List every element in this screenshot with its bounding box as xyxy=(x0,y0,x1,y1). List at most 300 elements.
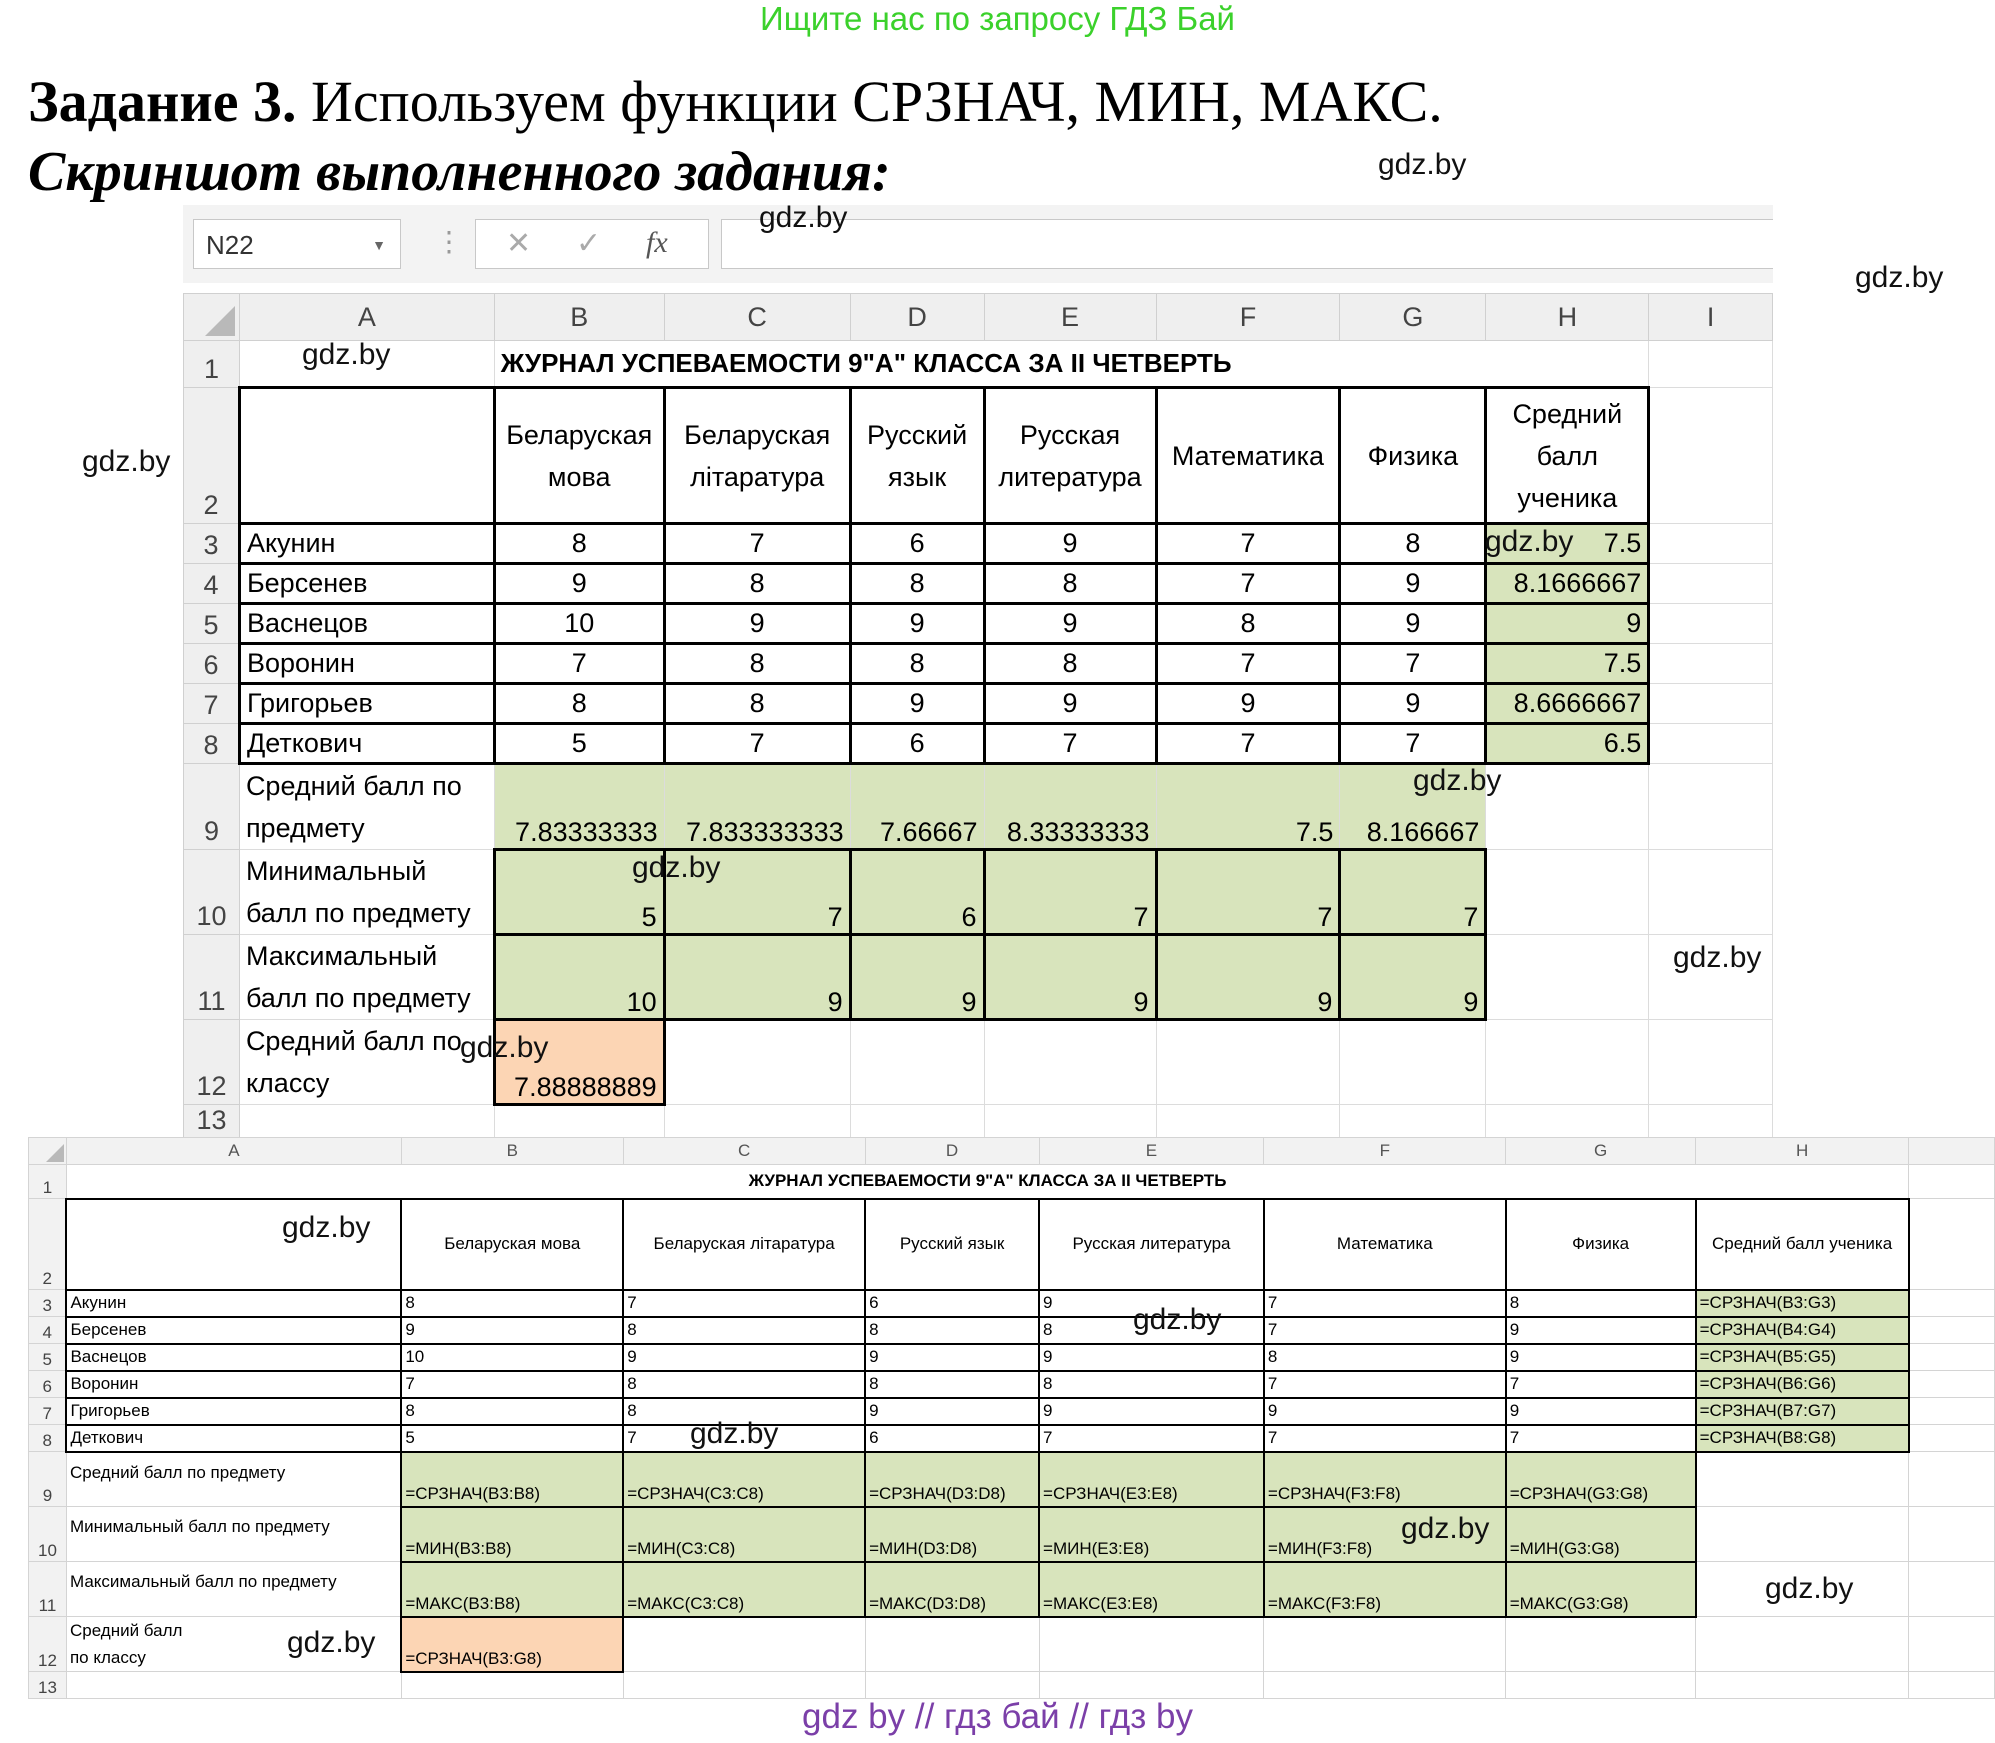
grade-cell[interactable]: 7 xyxy=(664,524,850,564)
col-header[interactable]: B xyxy=(494,294,664,341)
grade-cell[interactable]: 7 xyxy=(1506,1425,1696,1452)
row-header[interactable]: 9 xyxy=(29,1452,67,1507)
col-header[interactable]: G xyxy=(1506,1138,1696,1165)
grade-cell[interactable]: 9 xyxy=(1264,1398,1506,1425)
max-formula[interactable]: =МАКС(D3:D8) xyxy=(865,1562,1039,1617)
row-header[interactable]: 10 xyxy=(184,850,240,935)
table-row xyxy=(29,1425,1995,1452)
grade-cell[interactable]: 7 xyxy=(401,1371,623,1398)
row-header[interactable]: 10 xyxy=(29,1507,67,1562)
min-cell[interactable]: 5 xyxy=(494,850,664,935)
cell[interactable] xyxy=(1909,1371,1995,1398)
cell[interactable] xyxy=(984,1020,1156,1105)
cell[interactable] xyxy=(1486,935,1649,1020)
cell[interactable] xyxy=(1909,1290,1995,1317)
student-avg-formula[interactable]: =СРЗНАЧ(B6:G6) xyxy=(1696,1371,1909,1398)
cell[interactable] xyxy=(1909,1398,1995,1425)
watermark: gdz.by xyxy=(1765,1572,1854,1605)
grade-cell[interactable]: 9 xyxy=(984,524,1156,564)
subject-header[interactable]: Беларуская мова xyxy=(494,388,664,524)
watermark: gdz.by xyxy=(1378,148,1467,181)
class-avg-cell[interactable]: 7.88888889 xyxy=(494,1020,664,1105)
cell[interactable] xyxy=(1264,1617,1506,1672)
avg-subject-formula[interactable]: =СРЗНАЧ(G3:G8) xyxy=(1506,1452,1696,1507)
avg-subject-cell[interactable]: 8.33333333 xyxy=(984,764,1156,850)
sheet-title[interactable]: ЖУРНАЛ УСПЕВАЕМОСТИ 9"А" КЛАССА ЗА II ЧЕТВЕРТЬ xyxy=(66,1165,1908,1199)
sheet-title[interactable]: ЖУРНАЛ УСПЕВАЕМОСТИ 9"А" КЛАССА ЗА II ЧЕТВЕРТЬ xyxy=(494,341,1486,388)
cell[interactable] xyxy=(1696,1452,1909,1507)
grade-cell[interactable]: 9 xyxy=(1340,684,1486,724)
col-header[interactable]: A xyxy=(66,1138,401,1165)
min-label[interactable]: Минимальный балл по предмету xyxy=(66,1507,401,1562)
cell[interactable] xyxy=(1909,1425,1995,1452)
min-cell[interactable]: 7 xyxy=(1340,850,1486,935)
table-row xyxy=(29,1290,1995,1317)
row-header[interactable]: 6 xyxy=(29,1371,67,1398)
max-label[interactable]: Максимальный балл по предмету xyxy=(239,935,494,1020)
watermark: gdz.by xyxy=(1673,941,1762,974)
row-header[interactable]: 11 xyxy=(184,935,240,1020)
row-header[interactable]: 8 xyxy=(29,1425,67,1452)
cell[interactable] xyxy=(1909,1199,1995,1290)
subject-header[interactable]: Беларуская літаратура xyxy=(664,388,850,524)
cell[interactable] xyxy=(1909,1317,1995,1344)
avg-subject-formula[interactable]: =СРЗНАЧ(B3:B8) xyxy=(401,1452,623,1507)
max-label[interactable]: Максимальный балл по предмету xyxy=(66,1562,401,1617)
cell[interactable] xyxy=(1649,341,1773,388)
cell[interactable] xyxy=(1649,764,1773,850)
subject-header[interactable]: Русский язык xyxy=(850,388,984,524)
min-formula[interactable]: =МИН(F3:F8) xyxy=(1264,1507,1506,1562)
grid-values xyxy=(183,293,1773,1145)
cell[interactable] xyxy=(66,1672,401,1699)
grade-cell[interactable]: 6 xyxy=(865,1290,1039,1317)
grade-cell[interactable]: 8 xyxy=(850,644,984,684)
student-name[interactable]: Воронин xyxy=(239,644,494,684)
col-header[interactable]: E xyxy=(984,294,1156,341)
task-title-text: Используем функции СРЗНАЧ, МИН, МАКС. xyxy=(296,69,1443,134)
student-avg-formula[interactable]: =СРЗНАЧ(B4:G4) xyxy=(1696,1317,1909,1344)
promo-banner: Ищите нас по запросу ГДЗ Бай xyxy=(760,0,1235,37)
grade-cell[interactable]: 7 xyxy=(1156,724,1340,764)
cell[interactable] xyxy=(1909,1507,1995,1562)
name-box[interactable] xyxy=(193,219,401,269)
select-all-corner[interactable] xyxy=(184,294,240,341)
grade-cell[interactable]: 7 xyxy=(1340,644,1486,684)
col-header[interactable]: H xyxy=(1696,1138,1909,1165)
cell[interactable] xyxy=(1909,1562,1995,1617)
col-header[interactable]: D xyxy=(850,294,984,341)
row-header[interactable]: 12 xyxy=(29,1617,67,1672)
formula-input[interactable] xyxy=(721,219,1773,269)
drag-handle-icon[interactable]: ⋮ xyxy=(435,226,463,257)
corner-triangle-icon xyxy=(205,306,235,336)
table-row xyxy=(29,1562,1995,1617)
table-row xyxy=(29,1317,1995,1344)
cell[interactable] xyxy=(664,1020,850,1105)
cell[interactable] xyxy=(1506,1617,1696,1672)
col-header[interactable]: E xyxy=(1039,1138,1264,1165)
col-header[interactable]: H xyxy=(1486,294,1649,341)
grade-cell[interactable]: 7 xyxy=(1506,1371,1696,1398)
grade-cell[interactable]: 7 xyxy=(1039,1425,1264,1452)
corner-triangle-icon xyxy=(46,1144,64,1162)
row-header[interactable]: 6 xyxy=(184,644,240,684)
select-all-corner[interactable] xyxy=(29,1138,67,1165)
min-formula[interactable]: =МИН(E3:E8) xyxy=(1039,1507,1264,1562)
col-header[interactable]: F xyxy=(1264,1138,1506,1165)
grade-cell[interactable]: 7 xyxy=(494,644,664,684)
class-avg-label[interactable]: Средний балл по классу xyxy=(239,1020,494,1105)
avg-subject-cell[interactable]: 7.833333333 xyxy=(664,764,850,850)
row-header[interactable]: 3 xyxy=(29,1290,67,1317)
min-cell[interactable]: 7 xyxy=(984,850,1156,935)
max-formula[interactable]: =МАКС(G3:G8) xyxy=(1506,1562,1696,1617)
avg-subject-formula[interactable]: =СРЗНАЧ(F3:F8) xyxy=(1264,1452,1506,1507)
row-header[interactable]: 5 xyxy=(29,1344,67,1371)
cell[interactable] xyxy=(1506,1672,1696,1699)
cell[interactable] xyxy=(1909,1165,1995,1199)
grade-cell[interactable]: 8 xyxy=(1264,1344,1506,1371)
grade-cell[interactable]: 7 xyxy=(1156,524,1340,564)
max-cell[interactable]: 9 xyxy=(850,935,984,1020)
student-avg-formula[interactable]: =СРЗНАЧ(B5:G5) xyxy=(1696,1344,1909,1371)
student-avg-cell[interactable]: 6.5 xyxy=(1486,724,1649,764)
cell[interactable] xyxy=(1486,1020,1649,1105)
avg-subject-label[interactable]: Средний балл по предмету xyxy=(66,1452,401,1507)
watermark: gdz.by xyxy=(1855,261,1944,294)
cell[interactable] xyxy=(401,1672,623,1699)
cell[interactable] xyxy=(1649,850,1773,935)
cell[interactable] xyxy=(1039,1672,1264,1699)
grade-cell[interactable]: 8 xyxy=(401,1290,623,1317)
grade-cell[interactable]: 7 xyxy=(984,724,1156,764)
cell[interactable] xyxy=(1649,644,1773,684)
avg-student-header[interactable]: Средний балл ученика xyxy=(1486,388,1649,524)
student-name[interactable]: Деткович xyxy=(239,724,494,764)
max-formula[interactable]: =МАКС(B3:B8) xyxy=(401,1562,623,1617)
grade-cell[interactable]: 8 xyxy=(1506,1290,1696,1317)
col-header[interactable]: B xyxy=(401,1138,623,1165)
row-header[interactable]: 4 xyxy=(29,1317,67,1344)
grade-cell[interactable]: 9 xyxy=(1039,1344,1264,1371)
cell[interactable] xyxy=(1486,341,1649,388)
cell[interactable] xyxy=(1909,1344,1995,1371)
cell[interactable] xyxy=(865,1617,1039,1672)
cell[interactable] xyxy=(623,1672,865,1699)
cell[interactable] xyxy=(1340,1020,1486,1105)
table-row xyxy=(29,1398,1995,1425)
cell[interactable] xyxy=(1486,764,1649,850)
avg-subject-cell[interactable]: 7.5 xyxy=(1156,764,1340,850)
avg-subject-cell[interactable]: 7.66667 xyxy=(850,764,984,850)
grade-cell[interactable]: 5 xyxy=(401,1425,623,1452)
cell[interactable] xyxy=(1156,1020,1340,1105)
subject-header[interactable]: Математика xyxy=(1264,1199,1506,1290)
min-formula[interactable]: =МИН(C3:C8) xyxy=(623,1507,865,1562)
grade-cell[interactable]: 10 xyxy=(494,604,664,644)
grade-cell[interactable]: 6 xyxy=(850,724,984,764)
table-row xyxy=(29,1344,1995,1371)
cell[interactable] xyxy=(1909,1452,1995,1507)
grade-cell[interactable]: 6 xyxy=(865,1425,1039,1452)
min-cell[interactable]: 7 xyxy=(664,850,850,935)
grade-cell[interactable]: 8 xyxy=(401,1398,623,1425)
student-avg-cell[interactable]: 7.5 xyxy=(1486,644,1649,684)
watermark: gdz.by xyxy=(302,338,391,371)
row-header[interactable]: 1 xyxy=(184,341,240,388)
watermark: gdz.by xyxy=(1413,764,1502,797)
grade-cell[interactable]: 7 xyxy=(1156,644,1340,684)
cell[interactable] xyxy=(850,1020,984,1105)
grade-cell[interactable]: 9 xyxy=(1039,1290,1264,1317)
row-header[interactable]: 13 xyxy=(184,1105,240,1145)
col-header[interactable]: F xyxy=(1156,294,1340,341)
max-cell[interactable]: 9 xyxy=(1340,935,1486,1020)
subject-header[interactable]: Беларуская мова xyxy=(401,1199,623,1290)
cell[interactable] xyxy=(1909,1617,1995,1672)
grade-cell[interactable]: 9 xyxy=(1156,684,1340,724)
chevron-down-icon[interactable]: ▼ xyxy=(372,237,386,253)
grade-cell[interactable]: 5 xyxy=(494,724,664,764)
student-avg-formula[interactable]: =СРЗНАЧ(B3:G3) xyxy=(1696,1290,1909,1317)
grade-cell[interactable]: 8 xyxy=(1039,1317,1264,1344)
min-cell[interactable]: 7 xyxy=(1156,850,1340,935)
watermark: gdz.by xyxy=(82,445,171,478)
row-header[interactable]: 2 xyxy=(184,388,240,524)
grade-cell[interactable]: 9 xyxy=(850,604,984,644)
cell[interactable] xyxy=(1264,1672,1506,1699)
student-avg-cell[interactable]: 8.6666667 xyxy=(1486,684,1649,724)
grade-cell[interactable]: 10 xyxy=(401,1344,623,1371)
table-row xyxy=(184,1020,1773,1105)
col-header[interactable] xyxy=(1909,1138,1995,1165)
watermark: gdz.by xyxy=(1401,1512,1490,1545)
subject-header[interactable]: Физика xyxy=(1506,1199,1696,1290)
col-header[interactable]: D xyxy=(865,1138,1039,1165)
row-header[interactable]: 1 xyxy=(29,1165,67,1199)
grade-cell[interactable]: 8 xyxy=(664,644,850,684)
grade-cell[interactable]: 8 xyxy=(664,564,850,604)
grade-cell[interactable]: 9 xyxy=(1506,1398,1696,1425)
fx-icon[interactable]: fx xyxy=(646,226,668,259)
class-avg-formula[interactable]: =СРЗНАЧ(B3:G8) xyxy=(401,1617,623,1672)
row-header[interactable]: 8 xyxy=(184,724,240,764)
student-name[interactable]: Григорьев xyxy=(239,684,494,724)
student-avg-cell[interactable]: 9 xyxy=(1486,604,1649,644)
table-row xyxy=(184,644,1773,684)
student-avg-cell[interactable]: 8.1666667 xyxy=(1486,564,1649,604)
grade-cell[interactable]: 9 xyxy=(623,1344,865,1371)
avg-subject-formula[interactable]: =СРЗНАЧ(C3:C8) xyxy=(623,1452,865,1507)
row-header[interactable]: 7 xyxy=(184,684,240,724)
student-avg-formula[interactable]: =СРЗНАЧ(B7:G7) xyxy=(1696,1398,1909,1425)
grade-cell[interactable]: 7 xyxy=(664,724,850,764)
student-name[interactable]: Васнецов xyxy=(239,604,494,644)
grade-cell[interactable]: 7 xyxy=(623,1425,865,1452)
min-cell[interactable]: 6 xyxy=(850,850,984,935)
grade-cell[interactable]: 9 xyxy=(401,1317,623,1344)
watermark: gdz.by xyxy=(282,1211,371,1244)
cell[interactable] xyxy=(1649,604,1773,644)
min-formula[interactable]: =МИН(D3:D8) xyxy=(865,1507,1039,1562)
subject-header[interactable]: Русская литература xyxy=(1039,1199,1264,1290)
student-avg-cell[interactable]: 7.5 xyxy=(1486,524,1649,564)
cell[interactable] xyxy=(865,1672,1039,1699)
max-formula[interactable]: =МАКС(F3:F8) xyxy=(1264,1562,1506,1617)
row-header[interactable]: 2 xyxy=(29,1199,67,1290)
footer-watermark: gdz by // гдз бай // гдз by xyxy=(802,1697,1193,1736)
cancel-icon[interactable]: ✕ xyxy=(506,227,532,260)
table-row xyxy=(184,935,1773,1020)
max-cell[interactable]: 9 xyxy=(984,935,1156,1020)
max-formula[interactable]: =МАКС(C3:C8) xyxy=(623,1562,865,1617)
avg-subject-label[interactable]: Средний балл по предмету xyxy=(239,764,494,850)
cell[interactable] xyxy=(1696,1617,1909,1672)
grade-cell[interactable]: 8 xyxy=(850,564,984,604)
row-header[interactable]: 4 xyxy=(184,564,240,604)
grade-cell[interactable]: 8 xyxy=(494,684,664,724)
min-formula[interactable]: =МИН(B3:B8) xyxy=(401,1507,623,1562)
student-name[interactable]: Григорьев xyxy=(66,1398,401,1425)
table-row xyxy=(184,604,1773,644)
grade-cell[interactable]: 8 xyxy=(865,1317,1039,1344)
avg-subject-cell[interactable]: 7.83333333 xyxy=(494,764,664,850)
cell[interactable] xyxy=(1649,388,1773,524)
student-name[interactable]: Воронин xyxy=(66,1371,401,1398)
student-name[interactable]: Васнецов xyxy=(66,1344,401,1371)
subject-header[interactable]: Физика xyxy=(1340,388,1486,524)
table-row xyxy=(184,724,1773,764)
avg-subject-formula[interactable]: =СРЗНАЧ(E3:E8) xyxy=(1039,1452,1264,1507)
check-icon[interactable]: ✓ xyxy=(576,227,602,260)
row-header[interactable]: 12 xyxy=(184,1020,240,1105)
max-cell[interactable]: 10 xyxy=(494,935,664,1020)
cell[interactable] xyxy=(1039,1617,1264,1672)
cell[interactable] xyxy=(1649,724,1773,764)
student-name[interactable]: Берсенев xyxy=(66,1317,401,1344)
grade-cell[interactable]: 7 xyxy=(1264,1371,1506,1398)
col-header[interactable]: A xyxy=(239,294,494,341)
grade-cell[interactable]: 9 xyxy=(850,684,984,724)
cell[interactable] xyxy=(239,388,494,524)
table-row xyxy=(29,1672,1995,1699)
col-header[interactable]: I xyxy=(1649,294,1773,341)
row-header[interactable]: 11 xyxy=(29,1562,67,1617)
grade-cell[interactable]: 8 xyxy=(1039,1371,1264,1398)
max-cell[interactable]: 9 xyxy=(1156,935,1340,1020)
grade-cell[interactable]: 9 xyxy=(865,1398,1039,1425)
grade-cell[interactable]: 7 xyxy=(1264,1317,1506,1344)
grade-cell[interactable]: 9 xyxy=(1506,1344,1696,1371)
student-name[interactable]: Акунин xyxy=(66,1290,401,1317)
formula-buttons xyxy=(475,219,709,269)
grade-cell[interactable]: 7 xyxy=(1264,1425,1506,1452)
grade-cell[interactable]: 9 xyxy=(865,1344,1039,1371)
grade-cell[interactable]: 9 xyxy=(664,604,850,644)
grade-cell[interactable]: 8 xyxy=(623,1398,865,1425)
cell[interactable] xyxy=(1696,1672,1909,1699)
grade-cell[interactable]: 7 xyxy=(1156,564,1340,604)
watermark: gdz.by xyxy=(460,1031,549,1064)
max-formula[interactable]: =МАКС(E3:E8) xyxy=(1039,1562,1264,1617)
table-row xyxy=(29,1371,1995,1398)
grade-cell[interactable]: 7 xyxy=(1340,724,1486,764)
cell[interactable] xyxy=(1649,1020,1773,1105)
student-avg-formula[interactable]: =СРЗНАЧ(B8:G8) xyxy=(1696,1425,1909,1452)
cell[interactable] xyxy=(1649,564,1773,604)
subject-header[interactable]: Беларуская літаратура xyxy=(623,1199,865,1290)
row-header[interactable]: 5 xyxy=(184,604,240,644)
col-header[interactable]: C xyxy=(664,294,850,341)
watermark: gdz.by xyxy=(690,1417,779,1450)
grade-cell[interactable]: 8 xyxy=(1156,604,1340,644)
cell[interactable] xyxy=(1649,684,1773,724)
row-header[interactable]: 7 xyxy=(29,1398,67,1425)
grade-cell[interactable]: 9 xyxy=(1506,1317,1696,1344)
student-name[interactable]: Акунин xyxy=(239,524,494,564)
col-header[interactable]: C xyxy=(623,1138,865,1165)
cell[interactable] xyxy=(1649,524,1773,564)
grade-cell[interactable]: 8 xyxy=(984,644,1156,684)
grade-cell[interactable]: 7 xyxy=(623,1290,865,1317)
grade-cell[interactable]: 8 xyxy=(984,564,1156,604)
min-label[interactable]: Минимальный балл по предмету xyxy=(239,850,494,935)
subject-header[interactable]: Русская литература xyxy=(984,388,1156,524)
grade-cell[interactable]: 9 xyxy=(1340,604,1486,644)
max-cell[interactable]: 9 xyxy=(664,935,850,1020)
grade-cell[interactable]: 9 xyxy=(984,684,1156,724)
row-header[interactable]: 3 xyxy=(184,524,240,564)
cell[interactable] xyxy=(1486,850,1649,935)
task-title-number: Задание 3. xyxy=(28,69,297,134)
grade-cell[interactable]: 6 xyxy=(850,524,984,564)
watermark: gdz.by xyxy=(287,1626,376,1659)
avg-subject-cell[interactable]: 8.166667 xyxy=(1340,764,1486,850)
table-row xyxy=(29,1507,1995,1562)
grade-cell[interactable]: 8 xyxy=(623,1371,865,1398)
avg-subject-formula[interactable]: =СРЗНАЧ(D3:D8) xyxy=(865,1452,1039,1507)
student-name[interactable]: Берсенев xyxy=(239,564,494,604)
grade-cell[interactable]: 8 xyxy=(623,1317,865,1344)
cell[interactable] xyxy=(623,1617,865,1672)
table-row xyxy=(184,764,1773,850)
grade-cell[interactable]: 9 xyxy=(1340,564,1486,604)
grade-cell[interactable]: 8 xyxy=(494,524,664,564)
grade-cell[interactable]: 9 xyxy=(1039,1398,1264,1425)
grade-cell[interactable]: 9 xyxy=(984,604,1156,644)
class-avg-label-line2: по классу xyxy=(69,1648,146,1667)
grade-cell[interactable]: 9 xyxy=(494,564,664,604)
table-row xyxy=(29,1452,1995,1507)
grade-cell[interactable]: 8 xyxy=(865,1371,1039,1398)
min-formula[interactable]: =МИН(G3:G8) xyxy=(1506,1507,1696,1562)
row-header[interactable]: 13 xyxy=(29,1672,67,1699)
col-header[interactable]: G xyxy=(1340,294,1486,341)
row-header[interactable]: 9 xyxy=(184,764,240,850)
grade-cell[interactable]: 8 xyxy=(1340,524,1486,564)
grade-cell[interactable]: 7 xyxy=(1264,1290,1506,1317)
subject-header[interactable]: Математика xyxy=(1156,388,1340,524)
name-box-value: N22 xyxy=(206,230,254,260)
cell[interactable] xyxy=(1696,1507,1909,1562)
watermark: gdz.by xyxy=(1133,1303,1222,1336)
avg-student-header[interactable]: Средний балл ученика xyxy=(1696,1199,1909,1290)
subject-header[interactable]: Русский язык xyxy=(865,1199,1039,1290)
cell[interactable] xyxy=(1909,1672,1995,1699)
grade-cell[interactable]: 8 xyxy=(664,684,850,724)
student-name[interactable]: Деткович xyxy=(66,1425,401,1452)
